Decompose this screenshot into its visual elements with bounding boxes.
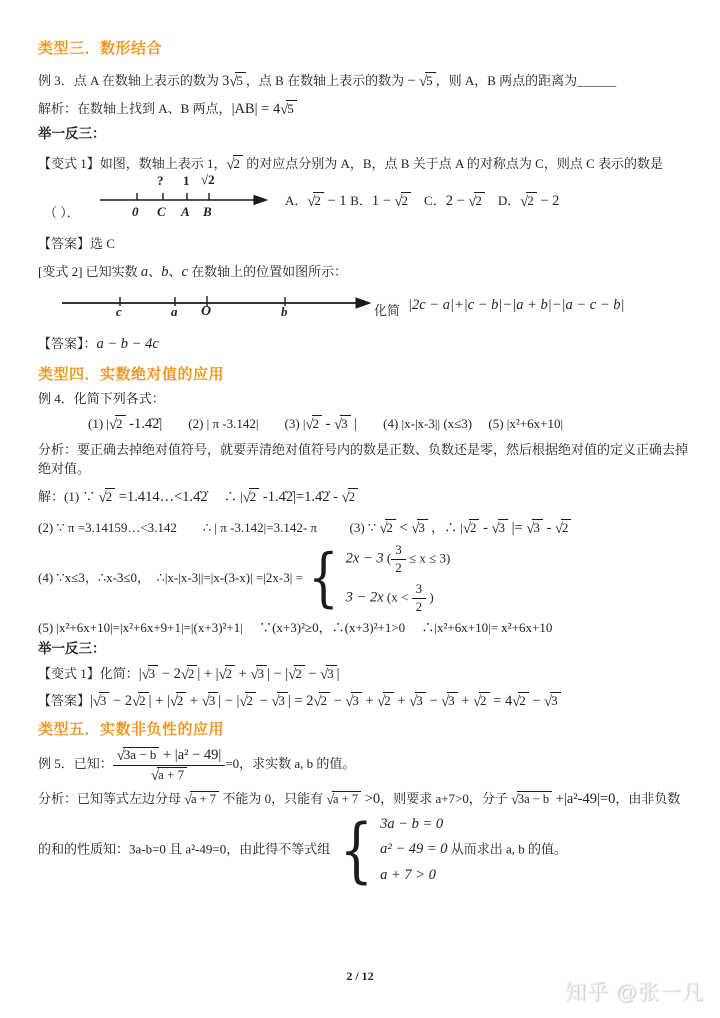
variant1-choices [285,192,559,210]
section-heading-type3: 类型三．数形结合 [38,40,163,57]
cases-row [346,579,451,618]
radical-sign: √ [544,693,553,710]
radical-sign: √ [226,157,235,174]
radical-sign: √ [218,666,227,683]
math-run: | − | [266,665,289,682]
text-run: 例 5．已知： [38,756,113,772]
text-run: 【变式 1】化简： [38,665,139,681]
radical-sign: √ [320,666,329,683]
sqrt-expr [99,488,115,506]
text-run: B． [350,193,372,209]
more-practice-label-1: 举一反三： [38,126,106,142]
nl1-label-A: A [181,204,190,220]
radicand: a + 7 [190,791,219,808]
cases-group [334,808,448,891]
sqrt-expr [306,415,322,433]
math-run: − [304,665,321,682]
text-run: 【答案】 [38,692,91,708]
example4-solution-4 [38,540,720,618]
radical-sign: √ [512,693,521,710]
math-run: =1.414…<1.4̇2̇ [115,489,208,506]
radical-sign: √ [411,520,420,537]
sqrt-expr [526,519,542,537]
simplify-label: 化简 [374,302,401,318]
example5-statement [38,747,720,783]
zhihu-watermark: 知乎 @张一凡 [564,981,704,1004]
text-run: 的和的性质知：3a-b=0 且 a²-49=0，由此得不等式组 [38,841,334,857]
nl1-label-0: 0 [132,204,139,220]
radical-sign: √ [280,101,289,118]
math-run: − [528,692,545,709]
radical-sign: √ [201,693,210,710]
radicand: 2 [294,665,305,682]
nl2-label-a: a [171,303,178,319]
text-run: 、 [148,264,162,280]
radicand: 2 [469,519,480,536]
nl1-label-question: ? [157,173,164,189]
radicand: 2 [319,692,330,709]
sqrt-expr [395,192,411,210]
sqrt-expr [334,415,350,433]
text-run: 解析：在数轴上找到 A、B 两点， [38,100,232,116]
radical-sign: √ [441,693,450,710]
sqrt-expr [271,692,287,710]
math-run: | [90,692,93,709]
radicand: 2 [385,519,396,536]
text-run: 3 [395,541,402,557]
sqrt-expr [326,791,361,809]
math-run-italic: 2x − 3 [345,550,384,567]
radicand: 2 [518,692,529,709]
text-run: (2) ∵ π =3.14159…<3.142 ∴ | π -3.142|=3.142- π (3) ∵ [38,519,380,535]
radicand: 3 [351,692,362,709]
radical-sign: √ [116,747,125,764]
example3-solution [38,100,720,118]
radicand: 2 [348,488,359,505]
radical-sign: √ [141,666,150,683]
radicand: 3 [447,692,458,709]
math-run-italic: a − b − 4c [96,335,159,352]
sqrt-expr [239,692,255,710]
text-run: (2) | π -3.142| (3) | [162,415,306,431]
nl1-label-C: C [157,204,166,220]
math-run: − [329,692,346,709]
sqrt-expr [345,692,361,710]
math-run: | [350,415,358,432]
radicand: 2 [401,192,412,209]
sqrt-expr [492,519,508,537]
sqrt-expr [170,692,186,710]
math-run: + |a² − 49| [159,746,222,763]
nl2-label-b: b [281,303,288,319]
variant1-statement [38,155,720,173]
radicand: a + 7 [157,767,187,783]
text-run: [变式 2] 已知实数 [38,264,141,280]
fraction [412,582,427,615]
sqrt-expr [151,767,187,784]
denominator [113,766,226,784]
text-run: C． [411,193,446,209]
math-run: < [395,519,412,536]
sqrt-expr [307,192,323,210]
radical-sign: √ [109,416,117,433]
radical-sign: √ [180,666,189,683]
text-run: (4) ∵x≤3，∴x-3≤0， ∴|x-|x-3||=|x-(3-x)| =|2x-3| = [38,569,303,585]
fraction [391,543,406,576]
math-run: - [542,519,555,536]
radical-sign: √ [184,793,192,809]
example4-solution-5 [38,620,720,636]
example4-solution-2-3 [38,519,720,537]
text-run: A． [285,193,308,209]
math-run: |= [508,519,527,536]
sqrt-expr [202,692,218,710]
numerator [391,543,406,560]
math-run: - [322,415,335,432]
nl2-label-c: c [116,303,122,319]
math-run: | [138,665,142,682]
radicand: 3 [417,519,428,536]
math-run: − 2 [109,692,133,709]
sqrt-expr [313,692,329,710]
radical-sign: √ [377,693,386,710]
cases-rows [344,540,451,618]
nl1-label-1: 1 [183,173,190,189]
radicand: 3 [498,519,509,536]
radical-sign: √ [271,693,280,710]
sqrt-expr [109,415,125,433]
variant1b-answer [38,692,720,710]
radicand: 2 [312,415,323,432]
radical-sign: √ [554,520,563,537]
text-run: 【答案】： [38,335,97,351]
math-run: 2 − [445,193,469,210]
variant1b-statement [38,665,720,683]
cases-group [303,540,450,618]
radical-sign: √ [511,793,519,809]
radical-sign: √ [520,194,529,211]
radical-sign: √ [526,520,535,537]
math-run: |AB| = 4 [231,100,281,117]
radical-sign: √ [98,490,107,507]
radicand: 3 [532,519,543,536]
sqrt-expr [463,519,479,537]
text-run: 的对应点分别为 A，B，点 B 关于点 A 的对称点为 C，则点 C 表示的数是 [243,156,663,172]
radical-sign: √ [150,767,159,784]
text-run: 解：(1) ∵ [38,489,99,505]
radicand: 2 [225,665,236,682]
sqrt-expr [473,692,489,710]
fraction [113,747,226,783]
radical-sign: √ [491,520,500,537]
text-run: =0，求实数 a, b 的值。 [225,756,356,772]
text-run: ，则要求 a+7>0，分子 [380,791,512,807]
left-brace: { [308,541,339,616]
example4-analysis-2: 绝对值。 [38,461,91,477]
radical-sign: √ [242,490,251,507]
text-run: ，点 B 在数轴上表示的数为 [245,72,408,88]
text-run: 2 [395,559,402,575]
radicand: 2 [479,692,490,709]
sqrt-expr [419,72,435,90]
math-run-italic: 3 − 2x [345,589,384,606]
text-run: ，由非负数 [615,791,681,807]
variant1-diagram-row [0,172,720,234]
section-heading-type4: 类型四．实数绝对值的应用 [38,365,225,383]
sqrt-expr [441,692,457,710]
radical-sign: √ [132,693,141,710]
radicand: 3 [415,692,426,709]
math-run: -1.4̇2̇| [125,415,163,432]
variant2-answer [38,335,720,353]
left-brace: { [339,808,373,891]
sqrt-expr [512,692,528,710]
sqrt-expr [520,192,536,210]
radical-sign: √ [409,693,418,710]
sqrt-expr [227,155,243,173]
sqrt-expr [229,72,245,90]
text-run: ( [383,550,392,566]
radical-sign: √ [379,520,388,537]
math-run: - [479,519,492,536]
radicand: 3 [326,665,337,682]
math-run: − 1 [323,193,351,210]
math-run: 1 − [371,193,395,210]
nl1-label-sqrt2: √2 [201,172,215,188]
radicand: 2 [138,692,149,709]
sqrt-expr [511,791,552,809]
math-run: + [361,692,378,709]
text-run: 3 [415,580,423,596]
math-run: + [457,692,474,709]
sqrt-expr [219,665,235,683]
variant2-diagram-row [0,284,720,330]
text-run: ，则 A，B 两点的距离为______ [435,72,617,88]
radical-sign: √ [239,693,248,710]
sqrt-expr [250,665,266,683]
math-run-italic: c [181,264,188,281]
sqrt-expr [132,692,148,710]
sqrt-expr [142,665,158,683]
example3-statement [38,72,720,90]
sqrt-expr [320,665,336,683]
cases-row [380,812,447,838]
text-run: (x < [383,589,412,605]
page-number: 2 / 12 [346,969,374,983]
radicand: 2 [176,692,187,709]
math-run: +|a²-49|=0 [552,791,616,808]
math-run: | − | [218,692,240,709]
radicand: 3 [277,692,288,709]
math-run: + [186,692,202,709]
radicand: 3 [550,692,561,709]
radicand: 2 [474,192,485,209]
radicand: 5 [286,100,297,117]
math-run-italic: a [140,264,149,281]
math-run: >0 [361,791,381,808]
radical-sign: √ [345,693,354,710]
radical-sign: √ [313,693,322,710]
math-run-italic: 3a − b = 0 [380,815,444,832]
radical-sign: √ [288,666,297,683]
text-run: 、 [168,264,182,280]
text-run: 在数轴上的位置如图所示： [187,264,348,280]
radical-sign: √ [394,194,403,211]
denominator [391,560,406,576]
example4-solution-1 [38,488,720,506]
radical-sign: √ [169,693,178,710]
math-run: | + | [148,692,170,709]
radicand: 2 [187,665,198,682]
radicand: 3 [148,665,159,682]
radicand: 2 [249,488,260,505]
radicand: 3 [99,692,110,709]
sqrt-expr [411,519,427,537]
math-run: = 4 [489,692,513,709]
radical-sign: √ [473,693,482,710]
text-run: 例 3．点 A 在数轴上表示的数为 [38,72,223,88]
denominator [412,599,427,615]
cases-rows [378,812,447,889]
sqrt-expr [280,100,296,118]
text-run: 分析：已知等式左边分母 [38,791,185,807]
sqrt-expr [117,747,160,764]
radical-sign: √ [341,490,350,507]
radicand: 2 [383,692,394,709]
text-run: ≤ x ≤ 3) [405,550,451,566]
math-run: -1.4̇2̇|=1.4̇2̇ - [259,489,342,506]
math-run-italic: a² − 49 = 0 [380,841,448,858]
number-line-2 [60,296,374,310]
radicand: 2 [245,692,256,709]
math-run: − 2 [536,193,560,210]
text-run: 2 [415,598,423,614]
text-run: (1) | [88,415,110,431]
example4-analysis-1: 分析：要正确去掉绝对值符号，就要弄清绝对值符号内的数是正数、负数还是零，然后根据绝对值的定义正确去掉 [38,441,689,457]
radical-sign: √ [92,693,101,710]
text-run: 【变式 1】如图，数轴上表示 1， [38,156,227,172]
sqrt-expr [468,192,484,210]
text-run: (4) |x-|x-3|| (x≤3) (5) |x²+6x+10| [357,415,564,431]
variant2-expression [408,296,624,315]
math-run-italic: a + 7 > 0 [380,866,436,883]
math-run: + [393,692,410,709]
radicand: 3 [340,415,351,432]
cases-row [346,540,451,579]
sqrt-expr [379,519,395,537]
example5-analysis-1 [38,790,720,809]
sqrt-expr [288,665,304,683]
math-run: − [425,692,442,709]
section-heading-type5: 类型五．实数非负性的应用 [38,721,225,739]
radicand: 5 [235,72,246,89]
sqrt-expr [342,488,358,506]
radical-sign: √ [229,73,238,90]
radical-sign: √ [326,793,335,809]
nl1-label-B: B [203,204,212,220]
radical-sign: √ [419,73,428,90]
radicand: a + 7 [332,791,361,808]
math-run-italic: b [161,264,169,281]
radicand: 2 [526,192,537,209]
radicand: 2 [313,192,324,209]
sqrt-expr [555,519,571,537]
sqrt-expr [93,692,109,710]
cases-row [380,863,447,889]
example4-items [88,415,720,433]
example5-analysis-2 [38,808,720,891]
radical-sign: √ [462,520,471,537]
sqrt-expr [243,488,259,506]
text-run: ∴ | [207,489,243,505]
text-run: ) [426,589,434,605]
radicand: 3a − b [123,747,160,763]
radicand: 2 [105,488,116,505]
variant2-statement [38,263,720,281]
nl2-label-O: O [201,303,212,319]
math-run: | [336,665,340,682]
radical-sign: √ [468,194,477,211]
numerator [412,582,427,599]
math-run: − [407,72,420,89]
text-run: D． [484,193,521,209]
sqrt-expr [377,692,393,710]
radicand: 5 [425,72,436,89]
radical-sign: √ [250,666,259,683]
math-run: − [255,692,272,709]
sqrt-expr [544,692,560,710]
variant1-answer: 【答案】选 C [38,236,115,252]
text-run: 从而求出 a, b 的值。 [447,841,568,857]
numerator [113,747,226,766]
example4-intro: 例 4．化简下列各式： [38,391,165,407]
sqrt-expr [409,692,425,710]
text-run: (5) |x²+6x+10|=|x²+6x+9+1|=|(x+3)²+1| ∵(x+3)²≥0，∴(x+3)²+1>0 ∴|x²+6x+10|= x²+6x+10 [38,619,553,635]
radicand: 2 [561,519,572,536]
text-run: ，∴ | [427,519,463,535]
math-run: − 2 [158,665,181,682]
radical-sign: √ [305,416,314,433]
math-run: | + | [197,665,219,682]
more-practice-label-2: 举一反三： [38,640,106,656]
math-run: 3 [222,72,230,89]
cases-row [380,837,447,863]
math-run-italic: |2c − a|+|c − b|−|a + b|−|a − c − b| [408,296,625,313]
radicand: 3a − b [517,791,552,808]
radical-sign: √ [307,194,316,211]
sqrt-expr [181,665,197,683]
math-run: | = 2 [287,692,314,709]
radicand: 2 [233,155,244,172]
answer-paren: （ ）． [44,205,80,221]
radical-sign: √ [334,416,343,433]
radicand: 3 [256,665,267,682]
sqrt-expr [184,791,219,809]
math-run: + [235,665,251,682]
radicand: 3 [208,692,219,709]
text-run: 不能为 0，只能有 [219,791,327,807]
radicand: 2 [115,415,126,432]
